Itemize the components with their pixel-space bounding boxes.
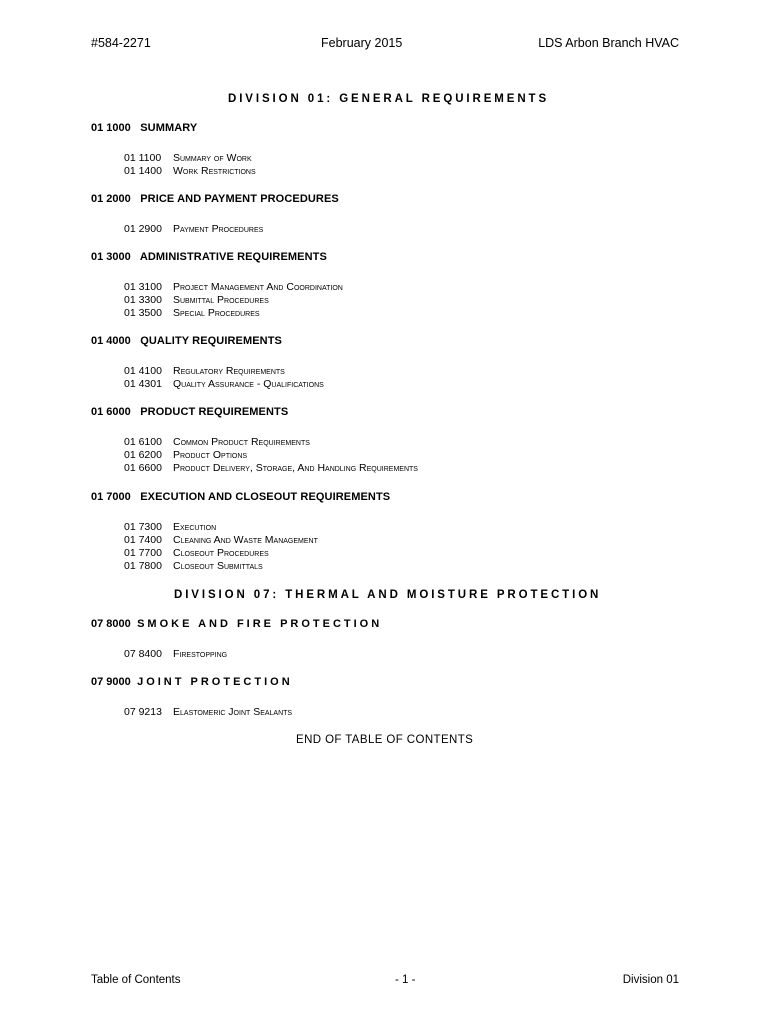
toc-item [124, 164, 256, 178]
item-title: Quality Assurance - Qualifications [173, 378, 324, 390]
footer-page-number: - 1 - [395, 974, 416, 986]
item-title: Common Product Requirements [173, 436, 310, 448]
toc-item [124, 151, 252, 165]
section-heading [91, 618, 382, 630]
section-code: 01 4000 [91, 335, 131, 347]
item-title: Summary of Work [173, 152, 252, 164]
section-title: SMOKE AND FIRE PROTECTION [137, 618, 383, 630]
item-title: Cleaning And Waste Management [173, 534, 318, 546]
item-number: 01 4100 [124, 365, 162, 377]
item-title: Elastomeric Joint Sealants [173, 706, 293, 718]
end-of-toc: END OF TABLE OF CONTENTS [296, 734, 474, 746]
section-heading [91, 676, 293, 688]
item-number: 01 7700 [124, 547, 162, 559]
toc-item [124, 533, 318, 547]
toc-item [124, 435, 310, 449]
section-title: QUALITY REQUIREMENTS [140, 335, 282, 347]
item-title: Closeout Submittals [173, 560, 263, 572]
section-code: 01 6000 [91, 406, 131, 418]
section-code: 07 9000 [91, 676, 131, 688]
item-number: 07 8400 [124, 648, 162, 660]
item-number: 01 4301 [124, 378, 162, 390]
toc-item [124, 520, 216, 534]
section-code: 01 1000 [91, 122, 131, 134]
item-title: Project Management And Coordination [173, 281, 343, 293]
item-title: Work Restrictions [173, 165, 256, 177]
footer-document-name: Table of Contents [91, 974, 181, 986]
item-number: 07 9213 [124, 706, 162, 718]
section-title: PRODUCT REQUIREMENTS [140, 406, 289, 418]
toc-item [124, 293, 269, 307]
toc-item [124, 280, 343, 294]
header-project-number: #584-2271 [91, 36, 151, 50]
item-title: Execution [173, 521, 217, 533]
toc-item [124, 546, 269, 560]
item-number: 01 6600 [124, 462, 162, 474]
item-number: 01 3300 [124, 294, 162, 306]
section-heading [91, 406, 288, 418]
section-code: 01 2000 [91, 193, 131, 205]
toc-item [124, 705, 292, 719]
section-code: 01 3000 [91, 251, 131, 263]
section-title: ADMINISTRATIVE REQUIREMENTS [139, 251, 327, 263]
item-title: Product Delivery, Storage, And Handling Requirements [173, 462, 418, 474]
item-title: Payment Procedures [173, 223, 264, 235]
section-heading [91, 491, 390, 503]
toc-item [124, 222, 263, 236]
item-title: Regulatory Requirements [173, 365, 285, 377]
item-number: 01 1400 [124, 165, 162, 177]
section-title: JOINT PROTECTION [137, 676, 293, 688]
toc-item [124, 364, 285, 378]
toc-item [124, 377, 324, 391]
division-07-title: DIVISION 07: THERMAL AND MOISTURE PROTECTION [174, 589, 602, 601]
section-heading [91, 122, 197, 134]
section-title: PRICE AND PAYMENT PROCEDURES [140, 193, 339, 205]
division-01-title: DIVISION 01: GENERAL REQUIREMENTS [228, 93, 550, 105]
item-number: 01 6100 [124, 436, 162, 448]
item-title: Submittal Procedures [173, 294, 269, 306]
footer-division: Division 01 [622, 974, 679, 986]
section-title: SUMMARY [140, 122, 198, 134]
section-heading [91, 335, 282, 347]
toc-item [124, 461, 418, 475]
section-code: 01 7000 [91, 491, 131, 503]
header-project-name: LDS Arbon Branch HVAC [538, 36, 679, 50]
item-number: 01 3500 [124, 307, 162, 319]
item-number: 01 7800 [124, 560, 162, 572]
item-number: 01 3100 [124, 281, 162, 293]
item-title: Firestopping [173, 648, 228, 660]
toc-item [124, 306, 260, 320]
item-title: Product Options [173, 449, 248, 461]
toc-item [124, 448, 247, 462]
toc-item [124, 559, 263, 573]
item-number: 01 7300 [124, 521, 162, 533]
item-title: Special Procedures [173, 307, 260, 319]
item-number: 01 2900 [124, 223, 162, 235]
header-date: February 2015 [321, 36, 403, 50]
item-number: 01 1100 [124, 152, 162, 164]
section-heading [91, 251, 327, 263]
item-number: 01 7400 [124, 534, 162, 546]
item-title: Closeout Procedures [173, 547, 269, 559]
item-number: 01 6200 [124, 449, 162, 461]
section-title: EXECUTION AND CLOSEOUT REQUIREMENTS [140, 491, 391, 503]
section-heading [91, 193, 339, 205]
toc-item [124, 647, 227, 661]
section-code: 07 8000 [91, 618, 131, 630]
